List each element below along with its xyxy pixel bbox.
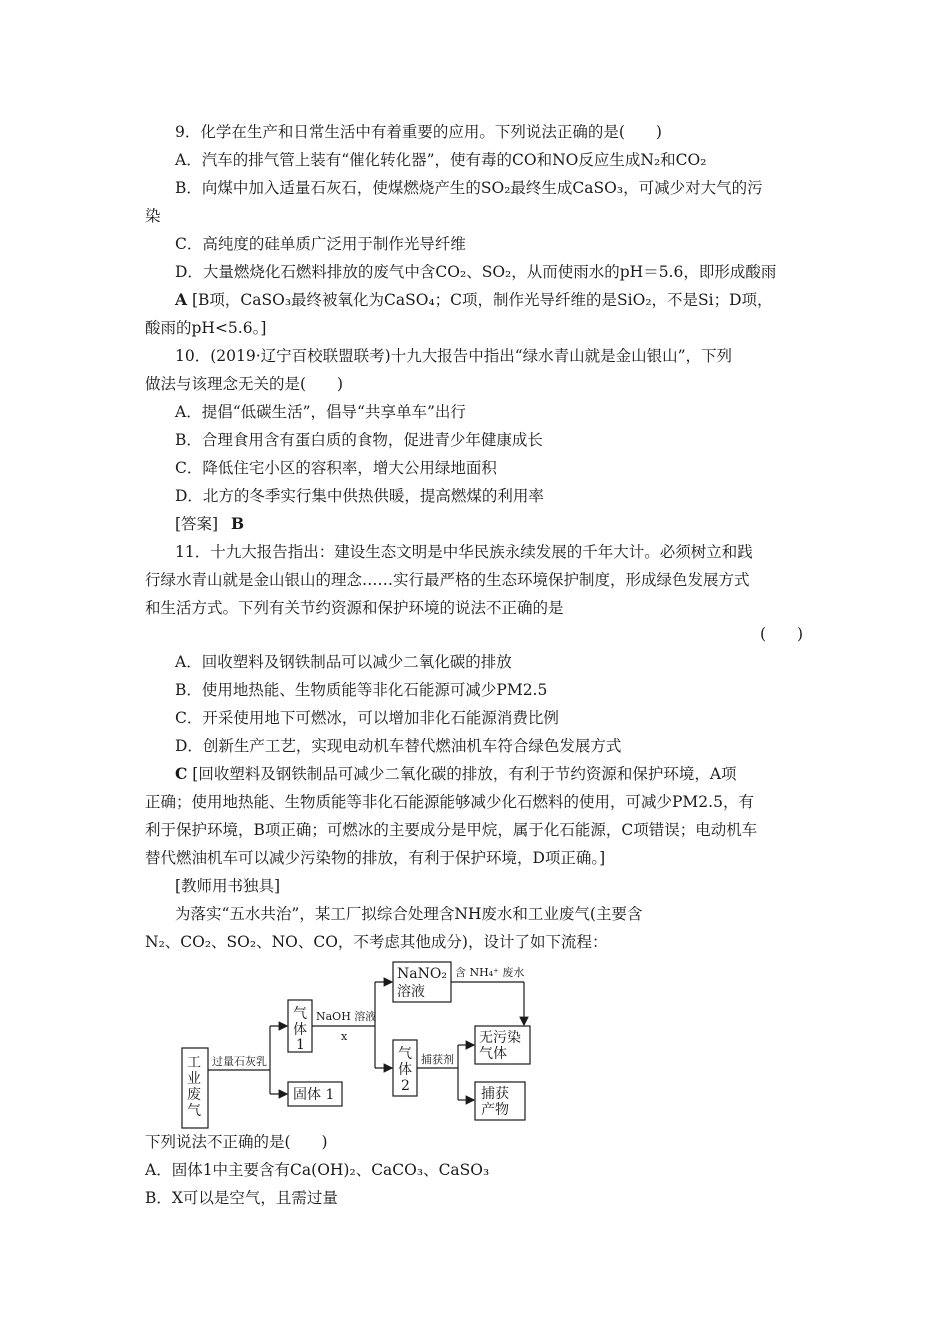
nano2-label-1: NaNO₂ <box>397 966 447 982</box>
q11-answer-cont1: 正确；使用地热能、生物质能等非化石能源能够减少化石燃料的使用，可减少PM2.5，有 <box>145 793 754 811</box>
gas1-label-3: 1 <box>296 1037 305 1053</box>
gas1-label-2: 体 <box>293 1022 307 1038</box>
q9-answer-letter: A <box>175 290 188 309</box>
q11-option-c: C．开采使用地下可燃冰，可以增加非化石能源消费比例 <box>175 709 559 727</box>
gas2-label-3: 2 <box>401 1078 410 1094</box>
q10-option-c: C．降低住宅小区的容积率，增大公用绿地面积 <box>175 459 497 477</box>
clean-gas-label-2: 气体 <box>479 1046 507 1062</box>
nh4-label: 含 NH₄⁺ 废水 <box>455 966 525 979</box>
gas2-label-1: 气 <box>398 1046 412 1062</box>
q10-option-a: A．提倡“低碳生活”，倡导“共享单车”出行 <box>175 403 466 421</box>
q11-stem: 11．十九大报告指出：建设生态文明是中华民族永续发展的千年大计。必须树立和践 <box>175 543 753 561</box>
q9-answer-cont: 酸雨的pH<5.6。] <box>145 319 267 337</box>
teacher-label: [教师用书独具] <box>175 877 281 895</box>
q9-option-b: B．向煤中加入适量石灰石，使煤燃烧产生的SO₂最终生成CaSO₃，可减少对大气的污 <box>175 179 763 197</box>
q10-answer-label: [答案] <box>175 515 219 533</box>
q9-option-a: A．汽车的排气管上装有“催化转化器”，使有毒的CO和NO反应生成N₂和CO₂ <box>175 151 707 169</box>
q11-answer-cont3: 替代燃油机车可以减少污染物的排放，有利于保护环境，D项正确。] <box>145 849 606 867</box>
q9-stem: 9．化学在生产和日常生活中有着重要的应用。下列说法正确的是( ) <box>175 123 662 141</box>
exhaust-label-3: 废 <box>187 1087 201 1103</box>
teacher-option-b: B．X可以是空气，且需过量 <box>145 1189 338 1207</box>
q9-answer-text: [B项，CaSO₃最终被氧化为CaSO₄；C项，制作光导纤维的是SiO₂，不是Si；D项， <box>191 291 773 309</box>
q9-option-c: C．高纯度的硅单质广泛用于制作光导纤维 <box>175 235 466 253</box>
product-label-2: 产物 <box>481 1102 509 1118</box>
q10-option-d: D．北方的冬季实行集中供热供暖，提高燃煤的利用率 <box>175 487 544 505</box>
lime-label: 过量石灰乳 <box>212 1055 267 1068</box>
exhaust-label-1: 工 <box>187 1055 201 1071</box>
q10-stem-cont: 做法与该理念无关的是( ) <box>145 375 344 393</box>
q10-stem: 10．(2019·辽宁百校联盟联考)十九大报告中指出“绿水青山就是金山银山”，下列 <box>175 347 733 365</box>
q11-answer-text: [回收塑料及钢铁制品可减少二氧化碳的排放，有利于节约资源和保护环境，A项 <box>192 765 737 783</box>
x-label: x <box>341 1030 348 1043</box>
nano2-label-2: 溶液 <box>397 984 425 1000</box>
q10-option-b: B．合理食用含有蛋白质的食物，促进青少年健康成长 <box>175 431 543 449</box>
teacher-intro-cont: N₂、CO₂、SO₂、NO、CO，不考虑其他成分)，设计了如下流程： <box>145 933 608 951</box>
q11-stem-cont2: 和生活方式。下列有关节约资源和保护环境的说法不正确的是 <box>145 599 564 617</box>
q9-option-d: D．大量燃烧化石燃料排放的废气中含CO₂、SO₂，从而使雨水的pH＝5.6，即形成酸雨 <box>175 263 777 281</box>
q11-option-b: B．使用地热能、生物质能等非化石能源可减少PM2.5 <box>175 681 548 699</box>
q11-stem-cont1: 行绿水青山就是金山银山的理念……实行最严格的生态环境保护制度，形成绿色发展方式 <box>145 571 750 589</box>
gas2-label-2: 体 <box>398 1062 412 1078</box>
q11-answer-letter: C <box>175 764 188 783</box>
solid1-label: 固体 1 <box>293 1087 335 1103</box>
q11-answer-paren: ( ) <box>760 625 804 643</box>
teacher-intro: 为落实“五水共治”，某工厂拟综合处理含NH废水和工业废气(主要含 <box>175 905 643 923</box>
q11-option-a: A．回收塑料及钢铁制品可以减少二氧化碳的排放 <box>175 653 512 671</box>
teacher-question: 下列说法不正确的是( ) <box>145 1133 328 1151</box>
q9-option-b-cont: 染 <box>145 207 161 225</box>
product-label-1: 捕获 <box>481 1086 509 1102</box>
q10-answer-letter: B <box>231 514 245 533</box>
teacher-option-a: A．固体1中主要含有Ca(OH)₂、CaCO₃、CaSO₃ <box>145 1161 490 1179</box>
exhaust-label-2: 业 <box>187 1071 201 1087</box>
capture-agent-label: 捕获剂 <box>421 1053 454 1066</box>
naoh-label: NaOH 溶液 <box>316 1010 377 1023</box>
q11-option-d: D．创新生产工艺，实现电动机车替代燃油机车符合绿色发展方式 <box>175 737 622 755</box>
exhaust-label-4: 气 <box>187 1103 201 1119</box>
gas1-label-1: 气 <box>293 1006 307 1022</box>
q11-answer-cont2: 利于保护环境，B项正确；可燃冰的主要成分是甲烷，属于化石能源，C项错误；电动机车 <box>145 821 758 839</box>
clean-gas-label-1: 无污染 <box>479 1030 521 1046</box>
